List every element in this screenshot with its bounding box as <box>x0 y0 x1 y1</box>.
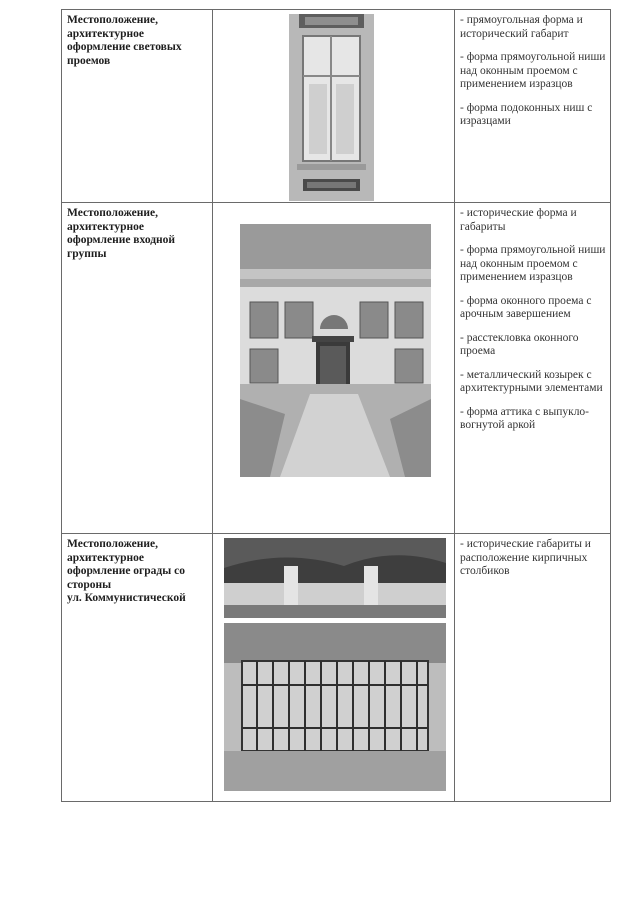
entrance-photo <box>240 224 431 477</box>
table-row <box>62 534 611 802</box>
feature-item: - форма прямоугольной ниши над оконным проемом с применением изразцов <box>460 51 606 90</box>
table-row <box>62 203 611 534</box>
fence-photo-closeup <box>224 623 446 791</box>
feature-item: - форма оконного проема с арочным завершением <box>460 294 592 320</box>
photo-cell <box>213 10 455 203</box>
features-list <box>455 534 610 579</box>
photo-cell <box>213 534 455 802</box>
element-name-cell <box>62 10 213 203</box>
feature-item: - форма аттика с выпукло- вогнутой аркой <box>460 405 590 431</box>
features-cell <box>455 10 611 203</box>
features-cell <box>455 534 611 802</box>
feature-item: - форма подоконных ниш с изразцами <box>460 101 593 127</box>
feature-item: - форма прямоугольной ниши над оконным проемом с применением изразцов <box>460 244 606 283</box>
element-label: Местоположение, архитектурное оформление световых проемов <box>67 14 182 67</box>
element-name-cell <box>62 534 213 802</box>
window-photo <box>289 14 374 201</box>
feature-item: - прямоугольная форма и исторический габарит <box>460 14 583 40</box>
heritage-elements-table <box>61 9 611 802</box>
features-list <box>455 10 610 129</box>
fence-photo-street <box>224 538 446 618</box>
feature-item: - исторические габариты и расположение кирпичных столбиков <box>460 538 591 577</box>
features-cell <box>455 203 611 534</box>
element-label: Местоположение, архитектурное оформление ограды со стороны ул. Коммунистической <box>67 538 186 604</box>
feature-item: - металлический козырек с архитектурными элементами <box>460 368 603 394</box>
features-list <box>455 203 610 433</box>
feature-item: - расстекловка оконного проема <box>460 331 579 357</box>
table-row <box>62 10 611 203</box>
element-label: Местоположение, архитектурное оформление входной группы <box>67 207 176 260</box>
photo-cell <box>213 203 455 534</box>
feature-item: - исторические форма и габариты <box>460 207 577 233</box>
element-name-cell <box>62 203 213 534</box>
